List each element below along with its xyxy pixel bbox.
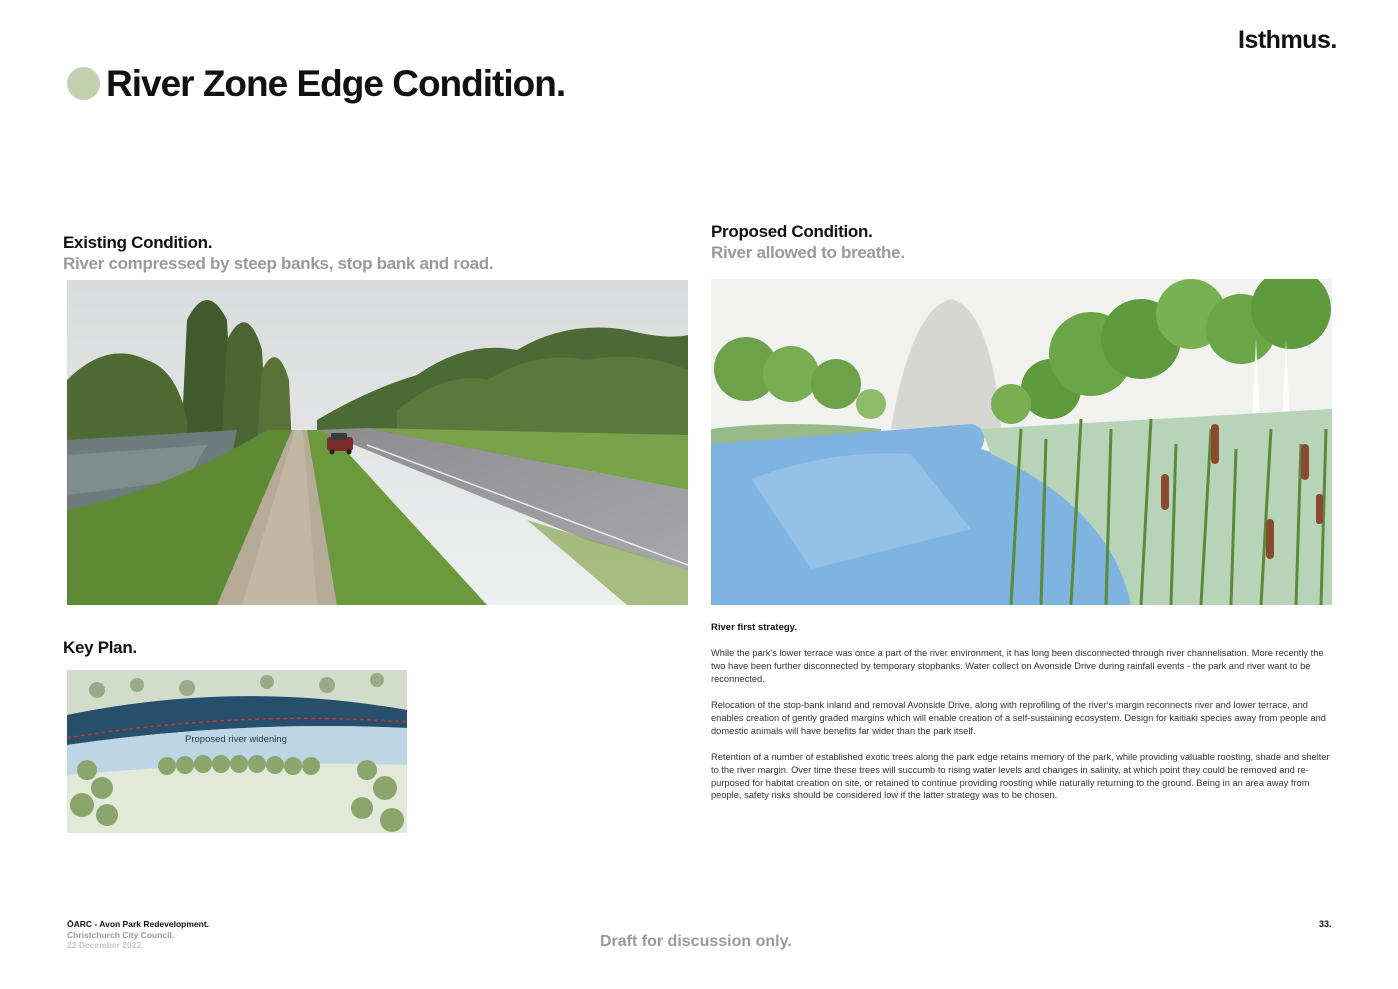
- strategy-title: River first strategy.: [711, 622, 797, 633]
- strategy-paragraph-2: Relocation of the stop-bank inland and removal Avonside Drive, along with reprofiling of the river's margin reconnects river and lower terrace, and enables creation of gently graded margins which will enable creation of a self-sustaining ecosystem. Design for kaitiaki species away from people and domestic animals will have benefits far wider than the park itself.: [711, 700, 1326, 736]
- page-title: River Zone Edge Condition.: [106, 63, 566, 104]
- proposed-heading: Proposed Condition.: [711, 222, 873, 241]
- page-number: 33.: [1319, 919, 1332, 929]
- title-dot-icon: [67, 67, 100, 100]
- draft-notice: Draft for discussion only.: [600, 933, 792, 950]
- proposed-subheading: River allowed to breathe.: [711, 243, 905, 262]
- key-plan-heading: Key Plan.: [63, 638, 137, 657]
- footer-date: 22 December 2022.: [67, 940, 144, 950]
- strategy-paragraph-3: Retention of a number of established exotic trees along the park edge retains memory of the park, while providing valuable roosting, shade and shelter to the river margin. Over time these trees will succumb to rising water levels and changes in salinity, at which point they could be removed and re-purposed for habitat creation on site, or retained to continue providing roosting while naturally returning to the ground. Being in an area away from people, safety risks should be considered low if the latter strategy was to be chosen.: [711, 752, 1330, 801]
- proposed-condition-illustration: [711, 279, 1332, 605]
- key-plan-map: [67, 670, 407, 833]
- existing-condition-photo: [67, 280, 688, 605]
- existing-heading: Existing Condition.: [63, 233, 213, 252]
- footer-client: Christchurch City Council.: [67, 930, 175, 940]
- brand-logo: Isthmus.: [1238, 26, 1337, 54]
- existing-subheading: River compressed by steep banks, stop bank and road.: [63, 254, 494, 273]
- strategy-paragraph-1: While the park's lower terrace was once a part of the river environment, it has long been disconnected through river channelisation. More recently the two have been further disconnected by temporary stopbanks. Water collect on Avonside Drive during rainfall events - the park and river want to be reconnected.: [711, 648, 1324, 684]
- footer-project: ŌARC - Avon Park Redevelopment.: [67, 919, 210, 929]
- key-plan-label: Proposed river widening: [185, 734, 287, 745]
